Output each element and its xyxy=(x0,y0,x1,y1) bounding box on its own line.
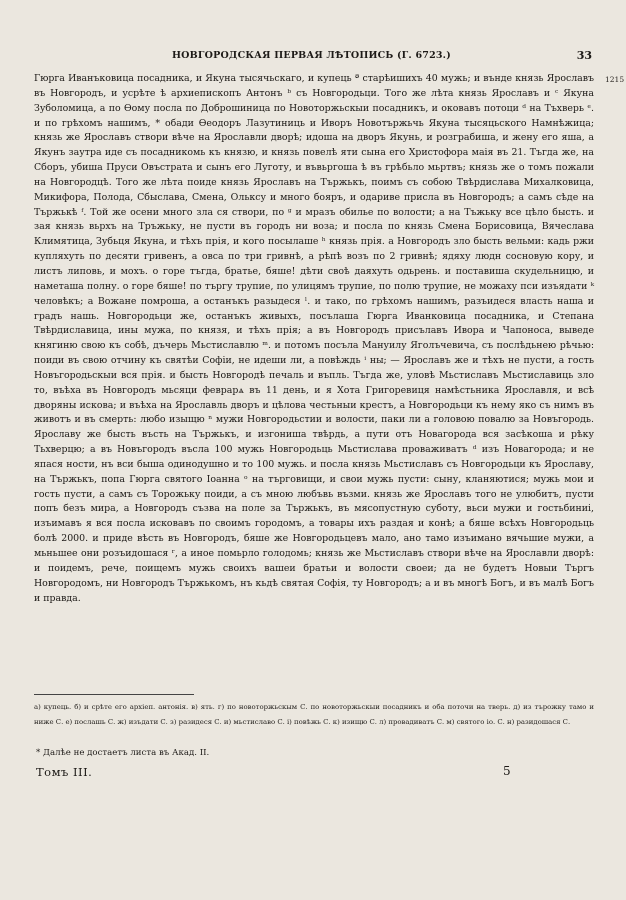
footnotes xyxy=(34,700,594,729)
main-text xyxy=(34,72,594,606)
page-number: 33 xyxy=(576,49,592,62)
margin-year: 1215 xyxy=(605,75,625,84)
volume-label: Томъ III. xyxy=(36,765,93,779)
running-header xyxy=(34,50,594,66)
main-paragraph: Гюрга Иванъковица посадника, и Якуна тысячьскаго, и купець ª старѣишихъ 40 мужь; и вънде князь Ярославъ въ Новгородъ, и усрѣте ѣ архиепископъ Антонъ ᵇ съ Новгородьци. Того же лѣта князь Ярославъ и ᶜ Якуна Зуболомица, а по Ѳому посла по Доброшиница по Новоторжьскыи посадникъ, и оковавъ потоци ᵈ на Тъхверь ᵉ. и по грѣхомъ нашимъ, * обади Ѳеодоръ Лазутиниць и Иворъ Новотържьчь Якуна тысяцьского Намнѣжица; князь же Ярославъ створи вѣче на Ярославли дворѣ; идоша на дворъ Якунь, и розграбиша, и жену его яша, а Якунъ заутра иде съ посадникомь къ князю, и князь повелѣ яти сына его Христофора маія въ 21. Тъгда же, на Сборъ, убиша Пруси Овъстрата и сынъ его Луготу, и въвьргоша ѣ въ грѣбьло мьртвъ; князь же о томъ пожали на Новгородцѣ. Того же лѣта поиде князь Ярославъ на Тържькъ, поимъ съ собою Твѣрдислава Михалковица, Микифора, Полода, Сбыслава, Смена, Ольксу и много бояръ, и одариве присла въ Новгородъ; а самъ сѣде на Тържькѣ ᶠ. Той же осени много зла ся створи, по ᵍ и мразъ обилье по волости; а на Тъжьку все цѣло бысть. и зая князь вьрхъ на Тръжьку, не пусти въ городъ ни воза; и посла по князь Смена Борисовица, Вячеслава Климятица, Зубьця Якуна, и тѣхъ прія, и кого посылаше ʰ князь прія. а Новгородъ зло бысть вельми: кадь ржи купляхуть по десяти гривенъ, а овса по три гривнѣ, а рѣпѣ возъ по 2 гривнѣ; ядяху людн сосновую кору, и листъ липовь, и мохъ. о горе тъгда, братье, бяше! дѣти своѣ даяхуть одьрень. и поставиша скудельницю, и наметаша полну. о горе бяше! по търгу трупие, по улицямъ трупие, по полю трупие, не можаху пси изъядати ᵏ человѣкъ; а Вожане помроша, а останъкъ разыдеся ˡ. и тако, по грѣхомъ нашимъ, разъидеся власть наша и градъ нашь. Новгородьци же, останъкъ живыхъ, посълаша Гюрга Иванковица посадника, и Степана Твѣрдиславица, ины мужа, по князя, и тѣхъ прія; а въ Новгородъ присълавъ Ивора и Чапоноса, выведе княгиню свою къ собѣ, дъчерь Мьстиславлю ᵐ. и потомъ посъла Мануилу Яголъчевича, съ послѣдьнею рѣчью: поиди въ свою отчину къ святѣи Софіи, не идеши ли, а повѣждь ⁱ ны; — Ярославъ же и тѣхъ не пусти, а гость Новъгородьскыи вся прія. и бысть Новгородѣ печаль и въпль. Тъгда же, уловѣ Мьстиславъ Мьстиславиць зло то, въѣха въ Новгородъ мьсяци феврарѧ въ 11 день, и я Хота Григоревиця намѣстьника Ярославля, и всѣ дворяны искова; и въѣха на Ярославль дворъ и цѣлова честьныи крестъ, а Новгородьци къ нему яко съ нимъ въ животъ и въ смерть: любо изыщю ⁿ мужи Новгородьстии и волости, паки ли а головою повалю за Новъгородь. Ярославу же бысть въсть на Тържькъ, и изгониша твѣрдь, а пути отъ Новагорода вся засѣкоша и рѣку Тьхверцю; а въ Новъгородъ въсла 100 мужь Новгородьць Мьстислава проваживатъ ᵈ изъ Новагорода; и не япася ности, нъ вси быша одинодушно и то 100 мужь. и посла князь Мьстиславъ съ Новгородьци къ Ярославу, на Тържькъ, попа Гюрга святого Іоанна ᵒ на търговищи, и свои мужь пусти: сыну, кланяютися; мужь мои и гость пусти, а самъ съ Торожьку поиди, а съ мною любъвь възми. князь же Ярославъ того не улюбитъ, пусти попъ безъ мира, а Новгородъ съзва на поле за Тържькъ, въ мясопустную суботу, вьси мужи и гостьбиниi, изъимавъ я вся посла исковавъ по своимъ городомъ, а товары ихъ раздая и конѣ; а бяше всѣхъ Новгородьць болѣ 2000. и приде вѣсть въ Новгородъ, бяше же Новгородьцевъ мало, ано тамо изъимано вячьшие мужи, а мьньшее они розъидошася ʳ, а иное помьрло голодомь; князь же Мьстиславъ створи вѣче на Ярославли дворѣ: и поидемъ, рече, поищемъ мужь своихъ вашеи братьи и волости своеи; да не будетъ Новыи Търгъ Новгородомъ, ни Новгородъ Тържькомъ, нъ кьдѣ святая Софія, ту Новгородъ; а и въ многѣ Богъ, и въ малѣ Богъ и правда. xyxy=(34,73,594,604)
signature-mark: 5 xyxy=(503,764,511,778)
header-title: НОВГОРОДСКАЯ ПЕРВАЯ ЛѢТОПИСЬ (Г. 6723.) xyxy=(172,50,451,61)
footnote-rule xyxy=(34,694,194,695)
footnotes-text: а) купець. б) и срѣте его архіеп. антонія. в) ять. г) по новоторжьскым С. по новоторжьскыи посадникъ и оба поточи на тверь. д) из търожку тамо и ниже С. е) послашь С. ж) изъдати С. з) разидеся С. и) мьстиславо С. і) повѣжь С. к) изищю С. л) провадиватъ С. м) святого іо. С. н) разидошася С. xyxy=(34,703,594,726)
asterisk-note: * Далѣе не достаетъ листа въ Акад. II. xyxy=(36,748,210,758)
